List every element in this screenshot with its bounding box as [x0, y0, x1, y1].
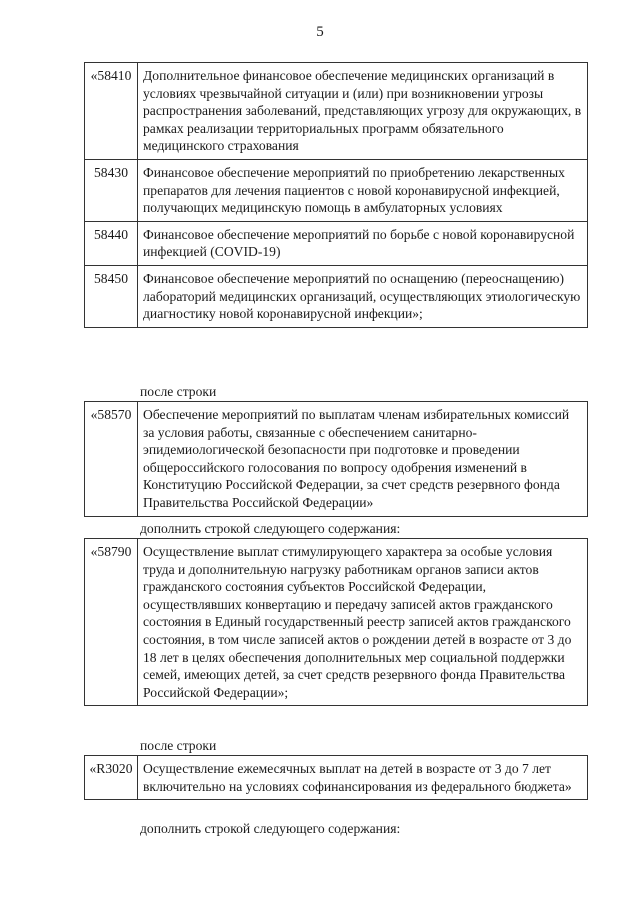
table-row — [85, 221, 588, 265]
row-code: 58440 — [85, 221, 138, 265]
row-description: Финансовое обеспечение мероприятий по оснащению (переоснащению) лабораторий медицинских организаций, осуществляющих этиологическую диагностику новой коронавирусной инфекции»; — [138, 265, 588, 327]
row-code: «58410 — [85, 63, 138, 160]
row-code: «58570 — [85, 402, 138, 517]
row-code: «R3020 — [85, 756, 138, 800]
row-description: Осуществление выплат стимулирующего характера за особые условия труда и дополнительную нагрузку работникам органов записи актов гражданского состояния субъектов Российской Федерации, осуществлявших конвертацию и передачу записей актов гражданского состояния в Единый государственный реестр записей актов гражданского состояния, в том числе записей актов о рождении детей в возрасте от 3 до 18 лет в целях обеспечения дополнительных мер социальной поддержки семей, имеющих детей, за счет средств резервного фонда Правительства Российской Федерации»; — [138, 539, 588, 706]
budget-codes-table-1 — [84, 62, 588, 328]
row-description: Финансовое обеспечение мероприятий по борьбе с новой коронавирусной инфекцией (COVID-19) — [138, 221, 588, 265]
row-code: «58790 — [85, 539, 138, 706]
table-row — [85, 756, 588, 800]
row-description: Дополнительное финансовое обеспечение медицинских организаций в условиях чрезвычайной ситуации и (или) при возникновении угрозы распространения заболеваний, представляющих угрозу для окружающих, в рамках реализации территориальных программ обязательного медицинского страхования — [138, 63, 588, 160]
instruction-after-row: после строки — [140, 384, 217, 399]
row-description: Финансовое обеспечение мероприятий по приобретению лекарственных препаратов для лечения пациентов с новой коронавирусной инфекцией, получающих медицинскую помощь в амбулаторных условиях — [138, 159, 588, 221]
instruction-add-row: дополнить строкой следующего содержания: — [140, 521, 401, 536]
instruction-add-row: дополнить строкой следующего содержания: — [140, 821, 401, 836]
row-code: 58450 — [85, 265, 138, 327]
table-row — [85, 159, 588, 221]
table-row — [85, 539, 588, 706]
page-number: 5 — [316, 24, 324, 40]
budget-codes-table-4 — [84, 755, 588, 800]
table-row — [85, 63, 588, 160]
table-row — [85, 265, 588, 327]
row-description: Обеспечение мероприятий по выплатам членам избирательных комиссий за условия работы, связанные с обеспечением санитарно-эпидемиологической безопасности при подготовке и проведении общероссийского голосования по вопросу одобрения изменений в Конституцию Российской Федерации, за счет средств резервного фонда Правительства Российской Федерации» — [138, 402, 588, 517]
row-description: Осуществление ежемесячных выплат на детей в возрасте от 3 до 7 лет включительно на условиях софинансирования из федерального бюджета» — [138, 756, 588, 800]
budget-codes-table-3 — [84, 538, 588, 706]
table-row — [85, 402, 588, 517]
instruction-after-row: после строки — [140, 738, 217, 753]
row-code: 58430 — [85, 159, 138, 221]
budget-codes-table-2 — [84, 401, 588, 517]
